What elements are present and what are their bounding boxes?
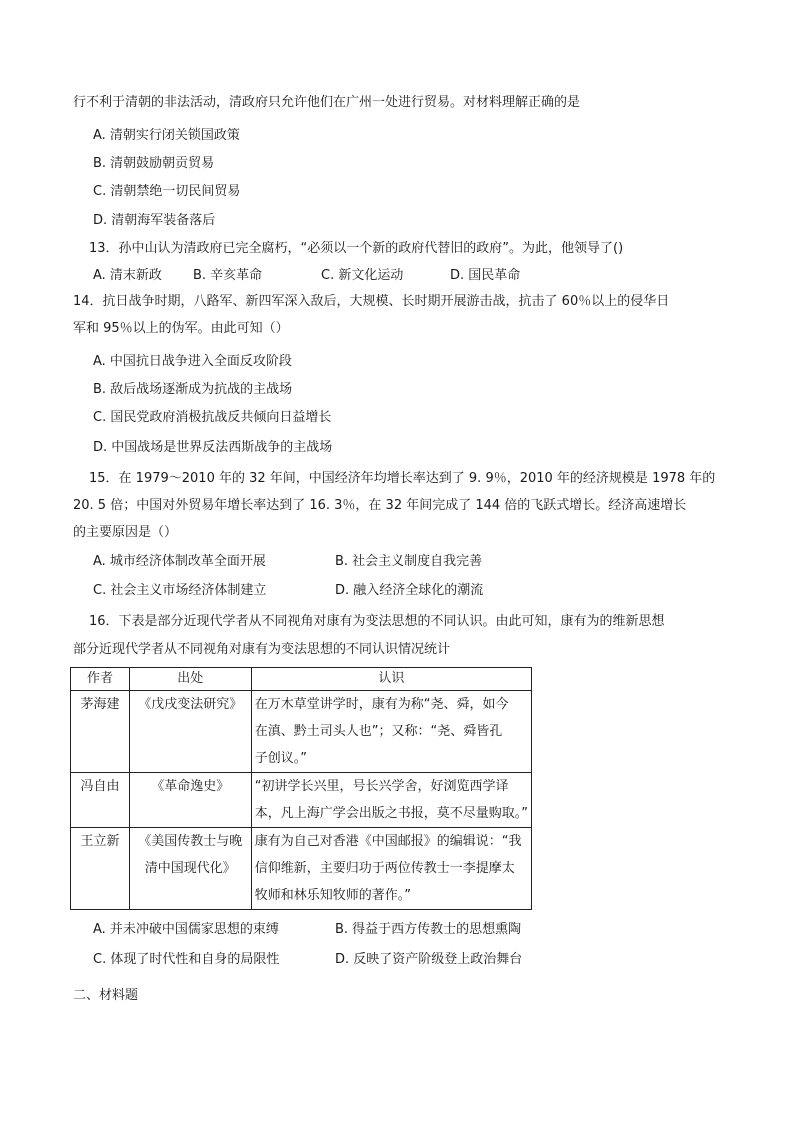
- q15-stem-line-2: 20. 5 倍；中国对外贸易年增长率达到了 16. 3％，在 32 年间完成了 144 倍的飞跃式增长。经济高速增长: [73, 498, 687, 513]
- q13-option-c: C. 新文化运动: [321, 268, 404, 283]
- header-author: 作者: [71, 668, 130, 691]
- view-line: 本，凡上海广学会出版之书报，莫不尽量购取。”: [254, 806, 528, 821]
- source-cell: [129, 691, 251, 773]
- q14-option-c: C. 国民党政府消极抗战反共倾向日益增长: [93, 410, 332, 425]
- view-line: 在滇、黔土司头人也”；又称：“尧、舜皆孔: [254, 724, 503, 739]
- q16-stem: 16．下表是部分近现代学者从不同视角对康有为变法思想的不同认识。由此可知，康有为的维新思想: [89, 614, 665, 629]
- section-heading: 二、材料题: [73, 988, 139, 1003]
- view-line: 康有为自己对香港《中国邮报》的编辑说：“我: [254, 834, 522, 849]
- view-line: 在万木草堂讲学时，康有为称“尧、舜，如今: [254, 697, 509, 712]
- q16-option-a: A. 并未冲破中国儒家思想的束缚: [93, 922, 279, 937]
- header-source: 出处: [129, 668, 251, 691]
- q13-option-b: B. 辛亥革命: [193, 268, 263, 283]
- author-cell: 冯自由: [71, 773, 130, 828]
- q16-option-d: D. 反映了资产阶级登上政治舞台: [335, 952, 523, 967]
- table-header-row: [71, 668, 532, 691]
- q15-option-a: A. 城市经济体制改革全面开展: [93, 554, 266, 569]
- table-row: [71, 691, 532, 773]
- q12-option-a: A. 清朝实行闭关锁国政策: [93, 128, 240, 143]
- author-cell: 王立新: [71, 828, 130, 910]
- source-cell: [129, 773, 251, 828]
- q14-stem-line-2: 军和 95％以上的伪军。由此可知（）: [73, 321, 289, 336]
- q12-option-b: B. 清朝鼓励朝贡贸易: [93, 156, 215, 171]
- source-line: 《革命逸史》: [151, 779, 230, 794]
- table-row: [71, 773, 532, 828]
- q12-stem-tail: 行不利于清朝的非法活动，清政府只允许他们在广州一处进行贸易。对材料理解正确的是: [73, 95, 581, 110]
- q15-option-d: D. 融入经济全球化的潮流: [335, 583, 484, 598]
- q16-option-c: C. 体现了时代性和自身的局限性: [93, 952, 280, 967]
- q16-source-table: [70, 667, 532, 910]
- view-line: 子创议。”: [254, 751, 307, 766]
- q16-option-b: B. 得益于西方传教士的思想熏陶: [335, 922, 522, 937]
- q14-option-d: D. 中国战场是世界反法西斯战争的主战场: [93, 440, 333, 455]
- table-row: [71, 828, 532, 910]
- q14-option-a: A. 中国抗日战争进入全面反攻阶段: [93, 354, 292, 369]
- q16-table-caption: 部分近现代学者从不同视角对康有为变法思想的不同认识情况统计: [73, 642, 451, 657]
- q14-option-b: B. 敌后战场逐渐成为抗战的主战场: [93, 382, 293, 397]
- view-cell: [251, 828, 531, 910]
- view-cell: [251, 773, 531, 828]
- source-line: 《戊戌变法研究》: [138, 697, 243, 712]
- author-cell: 茅海建: [71, 691, 130, 773]
- source-line: 《美国传教士与晚: [138, 834, 243, 849]
- header-view: 认识: [251, 668, 531, 691]
- view-line: 信仰维新，主要归功于两位传教士一李提摩太: [254, 861, 515, 876]
- q13-stem: 13．孙中山认为清政府已完全腐朽，“必须以一个新的政府代替旧的政府”。为此，他领导了(): [89, 241, 624, 256]
- q15-stem-line-3: 的主要原因是（）: [73, 525, 178, 540]
- q14-stem-line-1: 14．抗日战争时期，八路军、新四军深入敌后，大规模、长时期开展游击战，抗击了 60％以上的侵华日: [73, 294, 670, 309]
- view-line: “初讲学长兴里，号长兴学舍，好浏览西学译: [254, 779, 509, 794]
- source-line: 清中国现代化》: [144, 861, 236, 876]
- q15-option-c: C. 社会主义市场经济体制建立: [93, 583, 267, 598]
- q13-option-a: A. 清末新政: [93, 268, 162, 283]
- q12-option-c: C. 清朝禁绝一切民间贸易: [93, 184, 241, 199]
- source-cell: [129, 828, 251, 910]
- view-cell: [251, 691, 531, 773]
- view-line: 牧师和林乐知牧师的著作。”: [254, 888, 411, 903]
- q15-option-b: B. 社会主义制度自我完善: [335, 554, 483, 569]
- q15-stem-line-1: 15．在 1979～2010 年的 32 年间，中国经济年均增长率达到了 9. 9％，2010 年的经济规模是 1978 年的: [89, 471, 716, 486]
- q12-option-d: D. 清朝海军装备落后: [93, 213, 216, 228]
- q13-option-d: D. 国民革命: [450, 268, 521, 283]
